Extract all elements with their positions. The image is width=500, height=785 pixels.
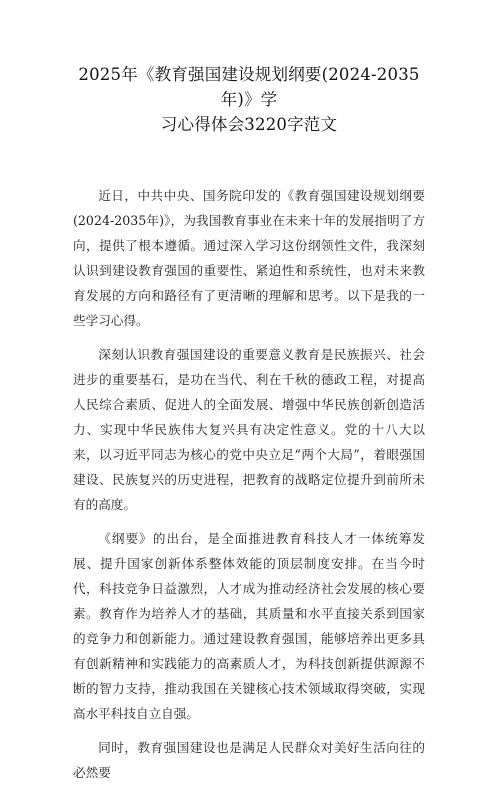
paragraph-significance: 深刻认识教育强国建设的重要意义教育是民族振兴、社会进步的重要基石，是功在当代、利在千秋的德政工程，对提高人民综合素质、促进人的全面发展、增强中华民族创新创造活力、实现中华民族伟大复兴具有决定性意义。党的十八大以来，以习近平同志为核心的党中央立足“两个大局”，着眼强国建设、民族复兴的历史进程，把教育的战略定位提升到前所未有的高度。	[73, 347, 425, 512]
document-body	[73, 183, 425, 785]
title-line-1: 2025年《教育强国建设规划纲要(2024-2035年)》学	[78, 65, 420, 109]
title-line-2: 习心得体会3220字范文	[160, 115, 338, 134]
paragraph-intro: 近日，中共中央、国务院印发的《教育强国建设规划纲要(2024-2035年)》，为我国教育事业在未来十年的发展指明了方向，提供了根本遵循。通过深入学习这份纲领性文件，我深刻认识到建设教育强国的重要性、紧迫性和系统性，也对未来教育发展的方向和路径有了更清晰的理解和思考。以下是我的一些学习心得。	[73, 188, 425, 328]
paragraph-people: 同时，教育强国建设也是满足人民群众对美好生活向往的必然要	[73, 740, 425, 780]
paragraph-outline: 《纲要》的出台，是全面推进教育科技人才一体统筹发展、提升国家创新体系整体效能的顶层制度安排。在当今时代，科技竞争日益激烈，人才成为推动经济社会发展的核心要素。教育作为培养人才的基础，其质量和水平直接关系到国家的竞争力和创新能力。通过建设教育强国，能够培养出更多具有创新精神和实践能力的高素质人才，为科技创新提供源源不断的智力支持，推动我国在关键核心技术领域取得突破，实现高水平科技自立自强。	[73, 531, 425, 721]
document-title	[73, 62, 425, 137]
